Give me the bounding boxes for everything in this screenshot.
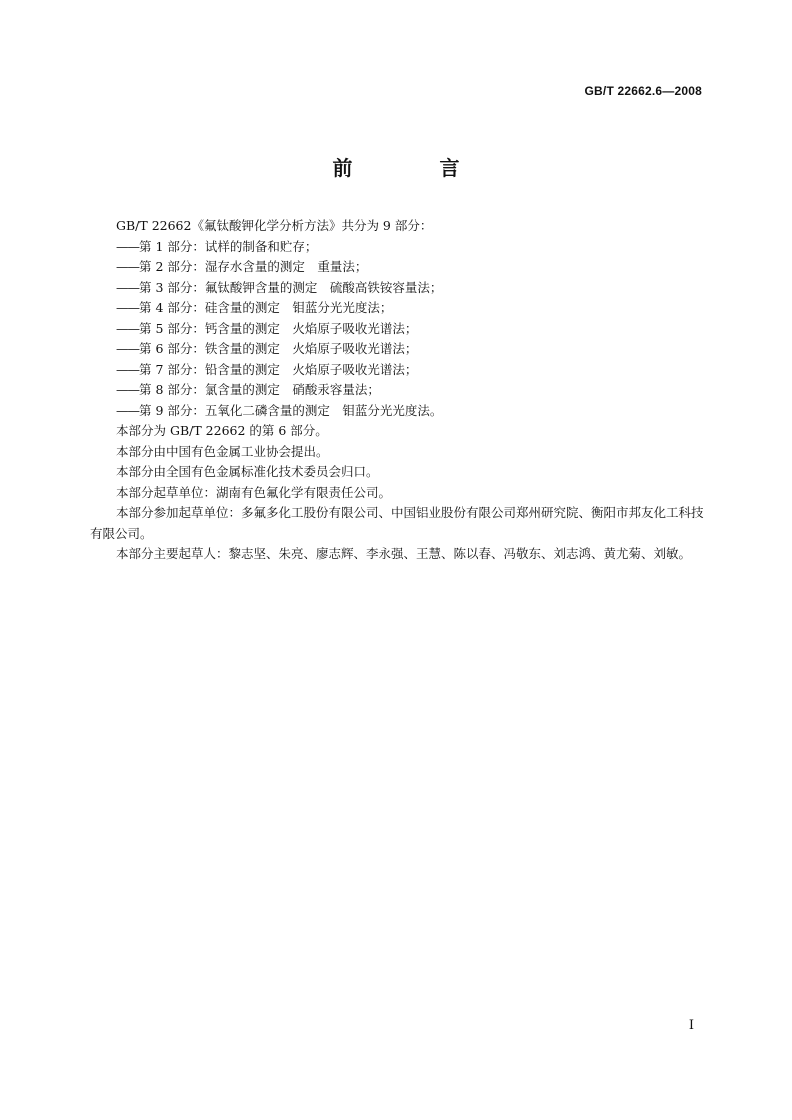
em-dash: ——	[116, 402, 139, 418]
em-dash: ——	[116, 341, 139, 356]
list-item	[90, 360, 704, 381]
list-item	[90, 278, 704, 299]
drafting-unit-paragraph: 本部分起草单位：湖南有色氟化学有限责任公司。	[116, 484, 392, 500]
em-dash: ——	[116, 320, 139, 336]
part-text: 第 3 部分：氟钛酸钾含量的测定 硫酸高铁铵容量法；	[139, 279, 443, 295]
parts-list	[90, 237, 704, 422]
part-text: 第 2 部分：湿存水含量的测定 重量法；	[139, 259, 368, 274]
list-item	[90, 237, 704, 258]
list-item	[90, 257, 704, 278]
intro-paragraph: GB/T 22662《氟钛酸钾化学分析方法》共分为 9 部分：	[116, 218, 433, 233]
page-title: 前 言	[332, 156, 500, 180]
part-text: 第 1 部分：试样的制备和贮存；	[139, 238, 318, 254]
standard-code: GB/T 22662.6—2008	[584, 84, 702, 98]
list-item	[90, 319, 704, 340]
em-dash: ——	[116, 238, 139, 254]
part-text: 第 9 部分：五氧化二磷含量的测定 钼蓝分光光度法。	[139, 402, 443, 418]
part-text: 第 8 部分：氯含量的测定 硝酸汞容量法；	[139, 382, 380, 397]
foreword-content	[90, 216, 704, 565]
em-dash: ——	[116, 259, 139, 274]
list-item	[90, 298, 704, 319]
page-number: I	[688, 1018, 694, 1033]
part-text: 第 4 部分：硅含量的测定 钼蓝分光光度法；	[139, 300, 393, 315]
drafters-paragraph: 本部分主要起草人：黎志坚、朱亮、廖志辉、李永强、王慧、陈以春、冯敬东、刘志鸿、黄尤菊、刘敏。	[116, 546, 692, 561]
part-text: 第 7 部分：铅含量的测定 火焰原子吸收光谱法；	[139, 361, 418, 377]
list-item	[90, 401, 704, 422]
em-dash: ——	[116, 361, 139, 377]
jurisdiction-paragraph: 本部分由全国有色金属标准化技术委员会归口。	[116, 464, 379, 479]
proposed-by-paragraph: 本部分由中国有色金属工业协会提出。	[116, 443, 329, 459]
part-text: 第 6 部分：铁含量的测定 火焰原子吸收光谱法；	[139, 341, 418, 356]
list-item	[90, 339, 704, 360]
part-note-paragraph: 本部分为 GB/T 22662 的第 6 部分。	[116, 423, 328, 438]
part-text: 第 5 部分：钙含量的测定 火焰原子吸收光谱法；	[139, 320, 418, 336]
em-dash: ——	[116, 279, 139, 295]
em-dash: ——	[116, 382, 139, 397]
participating-units-paragraph: 本部分参加起草单位：多氟多化工股份有限公司、中国铝业股份有限公司郑州研究院、衡阳市邦友化工科技有限公司。	[90, 505, 704, 541]
em-dash: ——	[116, 300, 139, 315]
list-item	[90, 380, 704, 401]
